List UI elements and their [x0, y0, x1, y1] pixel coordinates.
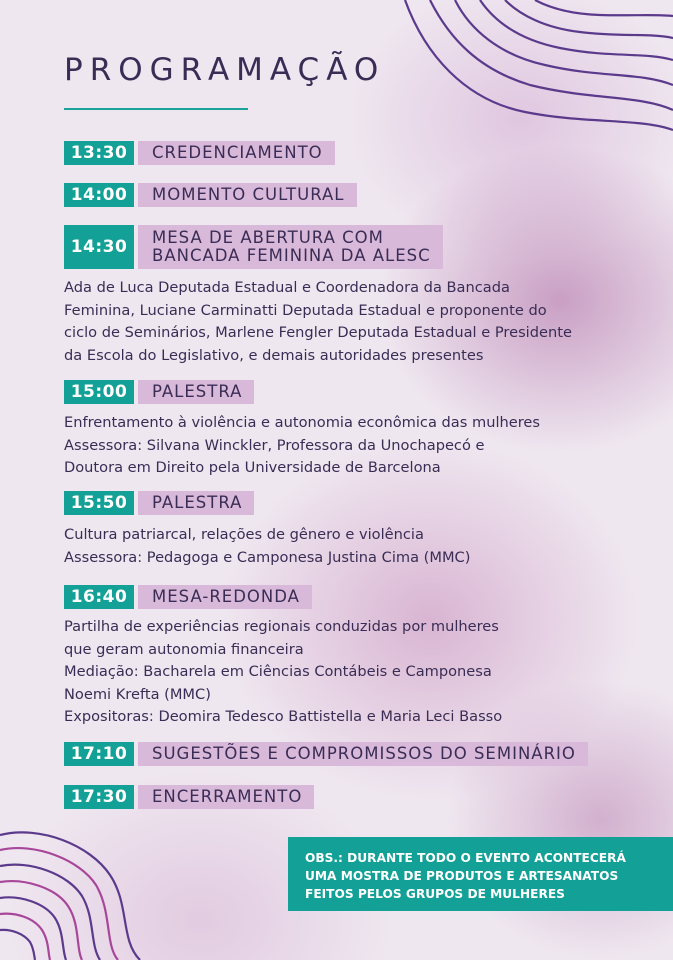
time-badge: 17:30	[64, 785, 134, 809]
note-line: FEITOS PELOS GRUPOS DE MULHERES	[305, 887, 565, 901]
time-badge: 14:30	[64, 225, 134, 269]
description-line: Noemi Krefta (MMC)	[64, 685, 211, 703]
schedule-item-1330	[64, 141, 335, 165]
session-description	[64, 412, 540, 480]
session-title-line: BANCADA FEMININA DA ALESC	[152, 246, 431, 265]
description-line: Ada de Luca Deputada Estadual e Coordenadora da Bancada	[64, 279, 510, 296]
session-title: PALESTRA	[138, 491, 254, 515]
schedule-item-1500	[64, 380, 254, 404]
session-title-line: MESA DE ABERTURA COM	[152, 228, 384, 247]
description-line: Cultura patriarcal, relações de gênero e violência	[64, 526, 424, 543]
schedule-item-1710	[64, 742, 588, 766]
session-description	[64, 277, 572, 367]
description-line: Enfrentamento à violência e autonomia econômica das mulheres	[64, 414, 540, 431]
schedule-item-1640	[64, 585, 312, 609]
schedule-item-1730	[64, 785, 314, 809]
session-description	[64, 524, 470, 569]
session-title	[138, 225, 443, 269]
session-title: SUGESTÕES E COMPROMISSOS DO SEMINÁRIO	[138, 742, 588, 766]
time-badge: 15:00	[64, 380, 134, 404]
session-title: MOMENTO CULTURAL	[138, 183, 357, 207]
time-badge: 15:50	[64, 491, 134, 515]
schedule-item-1550	[64, 491, 254, 515]
schedule-item-1430	[64, 225, 443, 269]
description-line: Assessora: Pedagoga e Camponesa Justina Cima (MMC)	[64, 548, 471, 566]
note-line: UMA MOSTRA DE PRODUTOS E ARTESANATOS	[305, 869, 619, 883]
time-badge: 13:30	[64, 141, 134, 165]
title-underline	[64, 108, 248, 110]
description-line: ciclo de Seminários, Marlene Fengler Deputada Estadual e Presidente	[64, 324, 572, 341]
description-line: Mediação: Bacharela em Ciências Contábeis e Camponesa	[64, 663, 492, 680]
observation-note	[288, 837, 673, 911]
time-badge: 14:00	[64, 183, 134, 207]
note-line: OBS.: DURANTE TODO O EVENTO ACONTECERÁ	[305, 851, 626, 865]
time-badge: 17:10	[64, 742, 134, 766]
schedule-item-1400	[64, 183, 357, 207]
description-line: Partilha de experiências regionais conduzidas por mulheres	[64, 618, 499, 635]
description-line: que geram autonomia financeira	[64, 640, 304, 658]
time-badge: 16:40	[64, 585, 134, 609]
session-title: PALESTRA	[138, 380, 254, 404]
page-title: PROGRAMAÇÃO	[64, 52, 386, 88]
description-line: da Escola do Legislativo, e demais autoridades presentes	[64, 346, 484, 364]
description-line: Assessora: Silvana Winckler, Professora da Unochapecó e	[64, 436, 485, 454]
session-title: ENCERRAMENTO	[138, 785, 314, 809]
session-description	[64, 616, 502, 729]
session-title: CREDENCIAMENTO	[138, 141, 335, 165]
description-line: Doutora em Direito pela Universidade de Barcelona	[64, 459, 441, 476]
description-line: Feminina, Luciane Carminatti Deputada Estadual e proponente do	[64, 301, 547, 319]
description-line: Expositoras: Deomira Tedesco Battistella e Maria Leci Basso	[64, 708, 503, 725]
session-title: MESA-REDONDA	[138, 585, 312, 609]
